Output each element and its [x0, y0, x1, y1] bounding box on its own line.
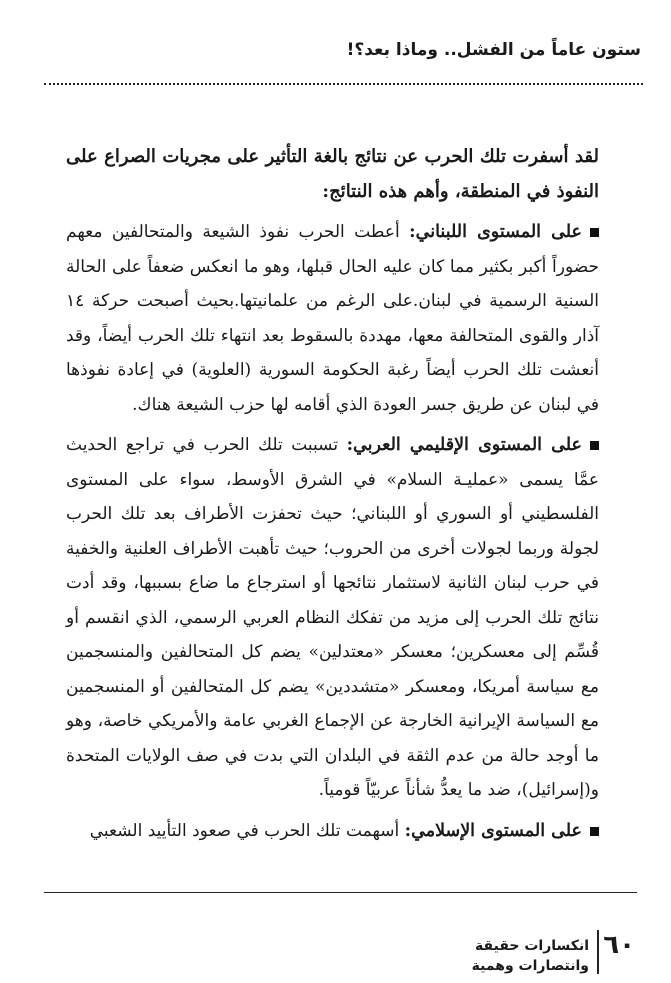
- paragraph-lead: على المستوى اللبناني:: [409, 222, 582, 242]
- paragraph-lebanese-level: [66, 215, 599, 422]
- paragraph-islamic-level: [66, 814, 599, 849]
- running-header: ستون عاماً من الفشل.. وماذا بعد؟!: [346, 40, 641, 60]
- paragraph-lead: على المستوى الإسلامي:: [404, 820, 582, 841]
- paragraph-text: أسهمت تلك الحرب في صعود التأييد الشعبي: [89, 820, 400, 841]
- header-dotted-rule: [44, 83, 643, 85]
- footer-rule: [44, 892, 637, 893]
- paragraph-text: أعطت الحرب نفوذ الشيعة والمتحالفين معهم حضوراً أكبر بكثير مما كان عليه الحال قبلها، وهو ما انعكس ضعفاً على الحالة السنية الرسمية في لبنان.على الرغم من علمانيتها.بحيث أصبحت حركة ١٤ آذار والقوى المتحالفة معها، مهددة بالسقوط بعد انتهاء تلك الحرب أيضاً، وقد أنعشت تلك الحرب أيضاً رغبة الحكومة السورية (العلوية) في إعادة نفوذها في لبنان عن طريق جسر العودة الذي أقامه لها حزب الشيعة هناك.: [66, 222, 599, 415]
- square-bullet-icon: [590, 827, 599, 836]
- page-body: [66, 140, 599, 854]
- book-title-line-2: وانتصارات وهمية: [471, 958, 589, 974]
- paragraph-lead: على المستوى الإقليمي العربي:: [346, 435, 583, 455]
- intro-paragraph: لقد أسفرت تلك الحرب عن نتائج بالغة التأثير على مجريات الصراع على النفوذ في المنطقة، وأهم هذه النتائج:: [66, 146, 599, 202]
- book-title-line-1: انكسارات حقيقة: [475, 938, 589, 954]
- footer-divider: [597, 930, 599, 974]
- paragraph-arab-regional-level: [66, 428, 599, 808]
- page-number: ٦٠: [603, 930, 635, 960]
- book-title: [472, 936, 589, 976]
- square-bullet-icon: [590, 228, 599, 237]
- paragraph-text: تسببت تلك الحرب في تراجع الحديث عمَّا يسمى «عمليـة السلام» في الشرق الأوسط، سواء على المستوى الفلسطيني أو السوري أو اللبناني؛ حيث تحفزت الأطراف بعد تلك الحرب لجولة وربما لجولات أخرى من الحروب؛ حيث تأهبت الأطراف العلنية والخفية في حرب لبنان الثانية لاستثمار نتائجها أو استرجاع ما ضاع بسببها، وقد أدت نتائج تلك الحرب إلى مزيد من تفكك النظام العربي الرسمي، الذي انقسم أو قُسِّم إلى معسكرين؛ معسكر «معتدلين» يضم كل المتحالفين والمنسجمين مع سياسة أمريكا، ومعسكر «متشددين» يضم كل المتحالفين أو المنسجمين مع السياسة الإيرانية الخارجة عن الإجماع الغربي عامة والأمريكي خاصة، وهو ما أوجد حالة من عدم الثقة في البلدان التي بدت في صف الولايات المتحدة و(إسرائيل)، ضد ما يعدُّ شأناً عربيّاً قومياً.: [66, 435, 599, 800]
- square-bullet-icon: [590, 441, 599, 450]
